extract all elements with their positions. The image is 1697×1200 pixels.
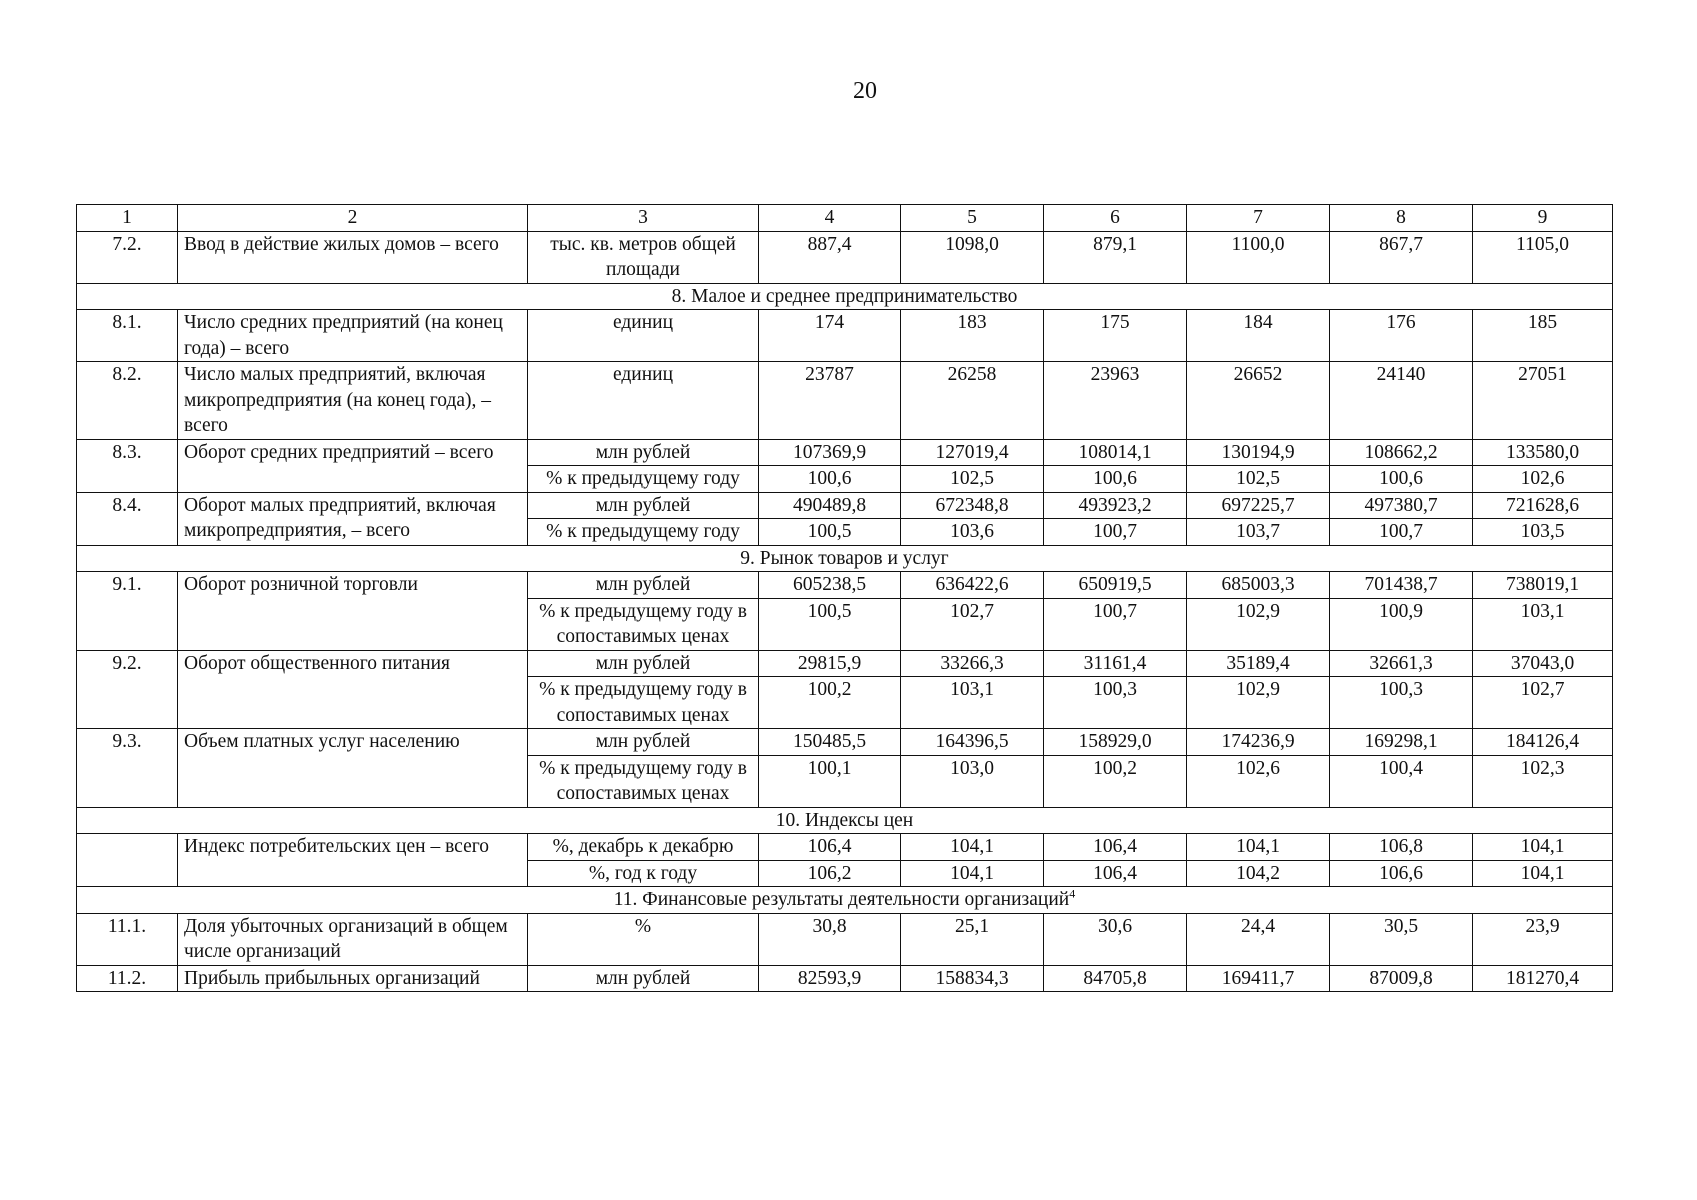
table-row <box>77 439 1613 466</box>
value-cell: 672348,8 <box>901 492 1044 519</box>
value-cell: 175 <box>1044 310 1187 362</box>
value-cell: 104,2 <box>1187 860 1330 887</box>
row-number: 9.3. <box>77 729 178 808</box>
value-cell: 721628,6 <box>1473 492 1613 519</box>
section-header-row <box>77 807 1613 834</box>
value-cell: 100,1 <box>759 755 901 807</box>
value-cell: 102,3 <box>1473 755 1613 807</box>
value-cell: 100,2 <box>1044 755 1187 807</box>
unit-cell: % к предыдущему году в сопоставимых ценах <box>528 598 759 650</box>
value-cell: 176 <box>1330 310 1473 362</box>
page-number: 20 <box>853 78 877 104</box>
value-cell: 1100,0 <box>1187 231 1330 283</box>
value-cell: 100,5 <box>759 519 901 546</box>
unit-cell: %, декабрь к декабрю <box>528 834 759 861</box>
row-number: 11.1. <box>77 913 178 965</box>
value-cell: 650919,5 <box>1044 572 1187 599</box>
value-cell: 164396,5 <box>901 729 1044 756</box>
value-cell: 100,5 <box>759 598 901 650</box>
table-row <box>77 231 1613 283</box>
value-cell: 23787 <box>759 362 901 440</box>
value-cell: 184 <box>1187 310 1330 362</box>
section-title: 11. Финансовые результаты деятельности организаций <box>613 889 1070 910</box>
unit-cell: % <box>528 913 759 965</box>
value-cell: 32661,3 <box>1330 650 1473 677</box>
column-number: 2 <box>178 205 528 232</box>
unit-cell: млн рублей <box>528 965 759 992</box>
value-cell: 102,6 <box>1473 466 1613 493</box>
value-cell: 490489,8 <box>759 492 901 519</box>
value-cell: 35189,4 <box>1187 650 1330 677</box>
value-cell: 867,7 <box>1330 231 1473 283</box>
value-cell: 102,6 <box>1187 755 1330 807</box>
value-cell: 493923,2 <box>1044 492 1187 519</box>
value-cell: 100,6 <box>759 466 901 493</box>
unit-cell: млн рублей <box>528 729 759 756</box>
value-cell: 104,1 <box>1473 834 1613 861</box>
value-cell: 26258 <box>901 362 1044 440</box>
unit-cell: % к предыдущему году <box>528 519 759 546</box>
indicator-name: Индекс потребительских цен – всего <box>178 834 528 887</box>
column-number: 1 <box>77 205 178 232</box>
table-row <box>77 310 1613 362</box>
value-cell: 24,4 <box>1187 913 1330 965</box>
column-number: 7 <box>1187 205 1330 232</box>
indicator-name: Доля убыточных организаций в общем числе организаций <box>178 913 528 965</box>
row-number <box>77 834 178 887</box>
section-header-row <box>77 887 1613 914</box>
value-cell: 33266,3 <box>901 650 1044 677</box>
value-cell: 174236,9 <box>1187 729 1330 756</box>
unit-cell: млн рублей <box>528 492 759 519</box>
value-cell: 103,1 <box>1473 598 1613 650</box>
value-cell: 104,1 <box>901 860 1044 887</box>
row-number: 8.3. <box>77 439 178 492</box>
value-cell: 82593,9 <box>759 965 901 992</box>
table-row <box>77 492 1613 519</box>
value-cell: 106,4 <box>1044 860 1187 887</box>
section-header-row <box>77 545 1613 572</box>
value-cell: 102,7 <box>901 598 1044 650</box>
value-cell: 108662,2 <box>1330 439 1473 466</box>
value-cell: 605238,5 <box>759 572 901 599</box>
section-title: 9. Рынок товаров и услуг <box>740 547 949 569</box>
row-number: 8.1. <box>77 310 178 362</box>
value-cell: 1105,0 <box>1473 231 1613 283</box>
value-cell: 133580,0 <box>1473 439 1613 466</box>
value-cell: 31161,4 <box>1044 650 1187 677</box>
value-cell: 104,1 <box>1473 860 1613 887</box>
indicator-name: Оборот малых предприятий, включая микропредприятия, – всего <box>178 492 528 545</box>
value-cell: 30,6 <box>1044 913 1187 965</box>
value-cell: 150485,5 <box>759 729 901 756</box>
value-cell: 100,7 <box>1044 598 1187 650</box>
value-cell: 104,1 <box>1187 834 1330 861</box>
unit-cell: % к предыдущему году <box>528 466 759 493</box>
value-cell: 100,4 <box>1330 755 1473 807</box>
value-cell: 879,1 <box>1044 231 1187 283</box>
section-title-cell <box>77 283 1613 310</box>
value-cell: 106,6 <box>1330 860 1473 887</box>
table-row <box>77 650 1613 677</box>
table-row <box>77 572 1613 599</box>
value-cell: 103,5 <box>1473 519 1613 546</box>
section-title: 8. Малое и среднее предпринимательство <box>671 285 1018 307</box>
value-cell: 100,3 <box>1330 677 1473 729</box>
value-cell: 701438,7 <box>1330 572 1473 599</box>
value-cell: 84705,8 <box>1044 965 1187 992</box>
value-cell: 183 <box>901 310 1044 362</box>
indicator-name: Оборот общественного питания <box>178 650 528 729</box>
value-cell: 887,4 <box>759 231 901 283</box>
value-cell: 30,5 <box>1330 913 1473 965</box>
column-number: 6 <box>1044 205 1187 232</box>
value-cell: 102,5 <box>1187 466 1330 493</box>
value-cell: 30,8 <box>759 913 901 965</box>
value-cell: 107369,9 <box>759 439 901 466</box>
row-number: 7.2. <box>77 231 178 283</box>
unit-cell: тыс. кв. метров общей площади <box>528 231 759 283</box>
value-cell: 1098,0 <box>901 231 1044 283</box>
value-cell: 106,4 <box>759 834 901 861</box>
section-title-cell <box>77 807 1613 834</box>
value-cell: 158929,0 <box>1044 729 1187 756</box>
value-cell: 100,3 <box>1044 677 1187 729</box>
indicator-name: Оборот средних предприятий – всего <box>178 439 528 492</box>
value-cell: 158834,3 <box>901 965 1044 992</box>
value-cell: 104,1 <box>901 834 1044 861</box>
value-cell: 26652 <box>1187 362 1330 440</box>
column-number-row <box>77 205 1613 232</box>
statistics-table <box>76 204 1613 992</box>
section-title-cell <box>77 545 1613 572</box>
value-cell: 685003,3 <box>1187 572 1330 599</box>
value-cell: 27051 <box>1473 362 1613 440</box>
value-cell: 103,0 <box>901 755 1044 807</box>
value-cell: 185 <box>1473 310 1613 362</box>
value-cell: 106,2 <box>759 860 901 887</box>
indicator-name: Число средних предприятий (на конец года) – всего <box>178 310 528 362</box>
value-cell: 102,9 <box>1187 677 1330 729</box>
table-row <box>77 913 1613 965</box>
row-number: 9.2. <box>77 650 178 729</box>
value-cell: 106,8 <box>1330 834 1473 861</box>
table-row <box>77 834 1613 861</box>
value-cell: 23,9 <box>1473 913 1613 965</box>
indicator-name: Ввод в действие жилых домов – всего <box>178 231 528 283</box>
value-cell: 100,2 <box>759 677 901 729</box>
unit-cell: единиц <box>528 362 759 440</box>
indicator-name: Прибыль прибыльных организаций <box>178 965 528 992</box>
value-cell: 29815,9 <box>759 650 901 677</box>
value-cell: 103,6 <box>901 519 1044 546</box>
table-body <box>77 205 1613 992</box>
value-cell: 106,4 <box>1044 834 1187 861</box>
value-cell: 102,9 <box>1187 598 1330 650</box>
unit-cell: % к предыдущему году в сопоставимых ценах <box>528 677 759 729</box>
unit-cell: % к предыдущему году в сопоставимых ценах <box>528 755 759 807</box>
indicator-name: Оборот розничной торговли <box>178 572 528 651</box>
value-cell: 127019,4 <box>901 439 1044 466</box>
value-cell: 100,6 <box>1044 466 1187 493</box>
value-cell: 100,7 <box>1044 519 1187 546</box>
value-cell: 103,1 <box>901 677 1044 729</box>
value-cell: 169298,1 <box>1330 729 1473 756</box>
value-cell: 130194,9 <box>1187 439 1330 466</box>
footnote-marker: 4 <box>1069 886 1076 901</box>
value-cell: 100,9 <box>1330 598 1473 650</box>
column-number: 8 <box>1330 205 1473 232</box>
table-row <box>77 965 1613 992</box>
unit-cell: млн рублей <box>528 572 759 599</box>
value-cell: 738019,1 <box>1473 572 1613 599</box>
row-number: 8.4. <box>77 492 178 545</box>
value-cell: 169411,7 <box>1187 965 1330 992</box>
unit-cell: %, год к году <box>528 860 759 887</box>
section-title: 10. Индексы цен <box>775 809 914 831</box>
table-row <box>77 729 1613 756</box>
value-cell: 102,5 <box>901 466 1044 493</box>
value-cell: 25,1 <box>901 913 1044 965</box>
section-title-cell <box>77 887 1613 914</box>
section-header-row <box>77 283 1613 310</box>
column-number: 9 <box>1473 205 1613 232</box>
column-number: 4 <box>759 205 901 232</box>
unit-cell: млн рублей <box>528 650 759 677</box>
row-number: 11.2. <box>77 965 178 992</box>
value-cell: 37043,0 <box>1473 650 1613 677</box>
value-cell: 184126,4 <box>1473 729 1613 756</box>
value-cell: 100,6 <box>1330 466 1473 493</box>
value-cell: 174 <box>759 310 901 362</box>
value-cell: 103,7 <box>1187 519 1330 546</box>
row-number: 9.1. <box>77 572 178 651</box>
value-cell: 102,7 <box>1473 677 1613 729</box>
value-cell: 87009,8 <box>1330 965 1473 992</box>
column-number: 3 <box>528 205 759 232</box>
indicator-name: Объем платных услуг населению <box>178 729 528 808</box>
value-cell: 636422,6 <box>901 572 1044 599</box>
indicator-name: Число малых предприятий, включая микропредприятия (на конец года), – всего <box>178 362 528 440</box>
value-cell: 697225,7 <box>1187 492 1330 519</box>
column-number: 5 <box>901 205 1044 232</box>
unit-cell: единиц <box>528 310 759 362</box>
value-cell: 497380,7 <box>1330 492 1473 519</box>
value-cell: 24140 <box>1330 362 1473 440</box>
unit-cell: млн рублей <box>528 439 759 466</box>
row-number: 8.2. <box>77 362 178 440</box>
table-row <box>77 362 1613 440</box>
value-cell: 23963 <box>1044 362 1187 440</box>
value-cell: 100,7 <box>1330 519 1473 546</box>
value-cell: 181270,4 <box>1473 965 1613 992</box>
value-cell: 108014,1 <box>1044 439 1187 466</box>
